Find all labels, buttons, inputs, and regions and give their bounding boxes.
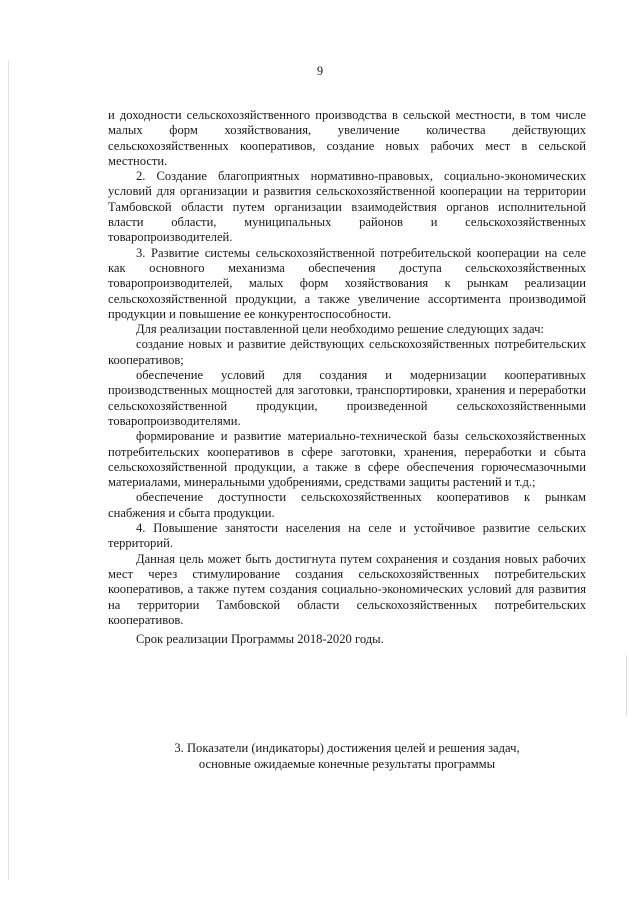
program-period: Срок реализации Программы 2018-2020 годы. [136, 632, 384, 647]
paragraph: 4. Повышение занятости населения на селе и устойчивое развитие сельских территорий. [108, 521, 586, 551]
scan-edge-mark [626, 655, 627, 715]
paragraph: 2. Создание благоприятных нормативно-правовых, социально-экономических условий для организации и развития сельскохозяйственной кооперации на территории Тамбовской области путем организации взаимодействия органов исполнительной власти области, муниципальных районов и сельскохозяйственных товаропроизводителей. [108, 169, 586, 245]
paragraph: и доходности сельскохозяйственного производства в сельской местности, в том числе малых форм хозяйствования, увеличение количества действующих сельскохозяйственных кооперативов, создание новых рабочих мест в сельской местности. [108, 108, 586, 168]
paragraph: Данная цель может быть достигнута путем сохранения и создания новых рабочих мест через стимулирование создания сельскохозяйственных потребительских кооперативов, а также путем создания социально-экономических условий для развития на территории Тамбовской области сельскохозяйственных потребительских кооперативов. [108, 551, 586, 627]
paragraph: Для реализации поставленной цели необходимо решение следующих задач: [136, 322, 544, 337]
scan-edge-mark [8, 60, 9, 880]
document-body [108, 108, 586, 647]
paragraph: обеспечение доступности сельскохозяйственных кооперативов к рынкам снабжения и сбыта продукции. [108, 490, 586, 520]
paragraph: 3. Развитие системы сельскохозяйственной потребительской кооперации на селе как основного механизма обеспечения доступа сельскохозяйственных товаропроизводителей, малых форм хозяйствования к рынкам реализации сельскохозяйственной продукции, а также увеличение ассортимента производимой продукции и повышение ее конкурентоспособности. [108, 245, 586, 321]
paragraph: создание новых и развитие действующих сельскохозяйственных потребительских кооперативов; [108, 337, 586, 367]
page-number: 9 [316, 64, 324, 78]
section-heading-line: основные ожидаемые конечные результаты программы [198, 757, 496, 771]
paragraph: обеспечение условий для создания и модернизации кооперативных производственных мощностей для заготовки, транспортировки, хранения и переработки сельскохозяйственной продукции, произведенной сельскохозяйственными товаропроизводителями. [108, 368, 586, 428]
section-heading [108, 740, 586, 772]
paragraph: формирование и развитие материально-технической базы сельскохозяйственных потребительских кооперативов в сфере заготовки, хранения, переработки и сбыта сельскохозяйственной продукции, а также в сфере обеспечения горючесмазочными материалами, минеральными удобрениями, средствами защиты растений и т.д.; [108, 429, 586, 490]
section-heading-line: 3. Показатели (индикаторы) достижения целей и решения задач, [174, 741, 520, 755]
